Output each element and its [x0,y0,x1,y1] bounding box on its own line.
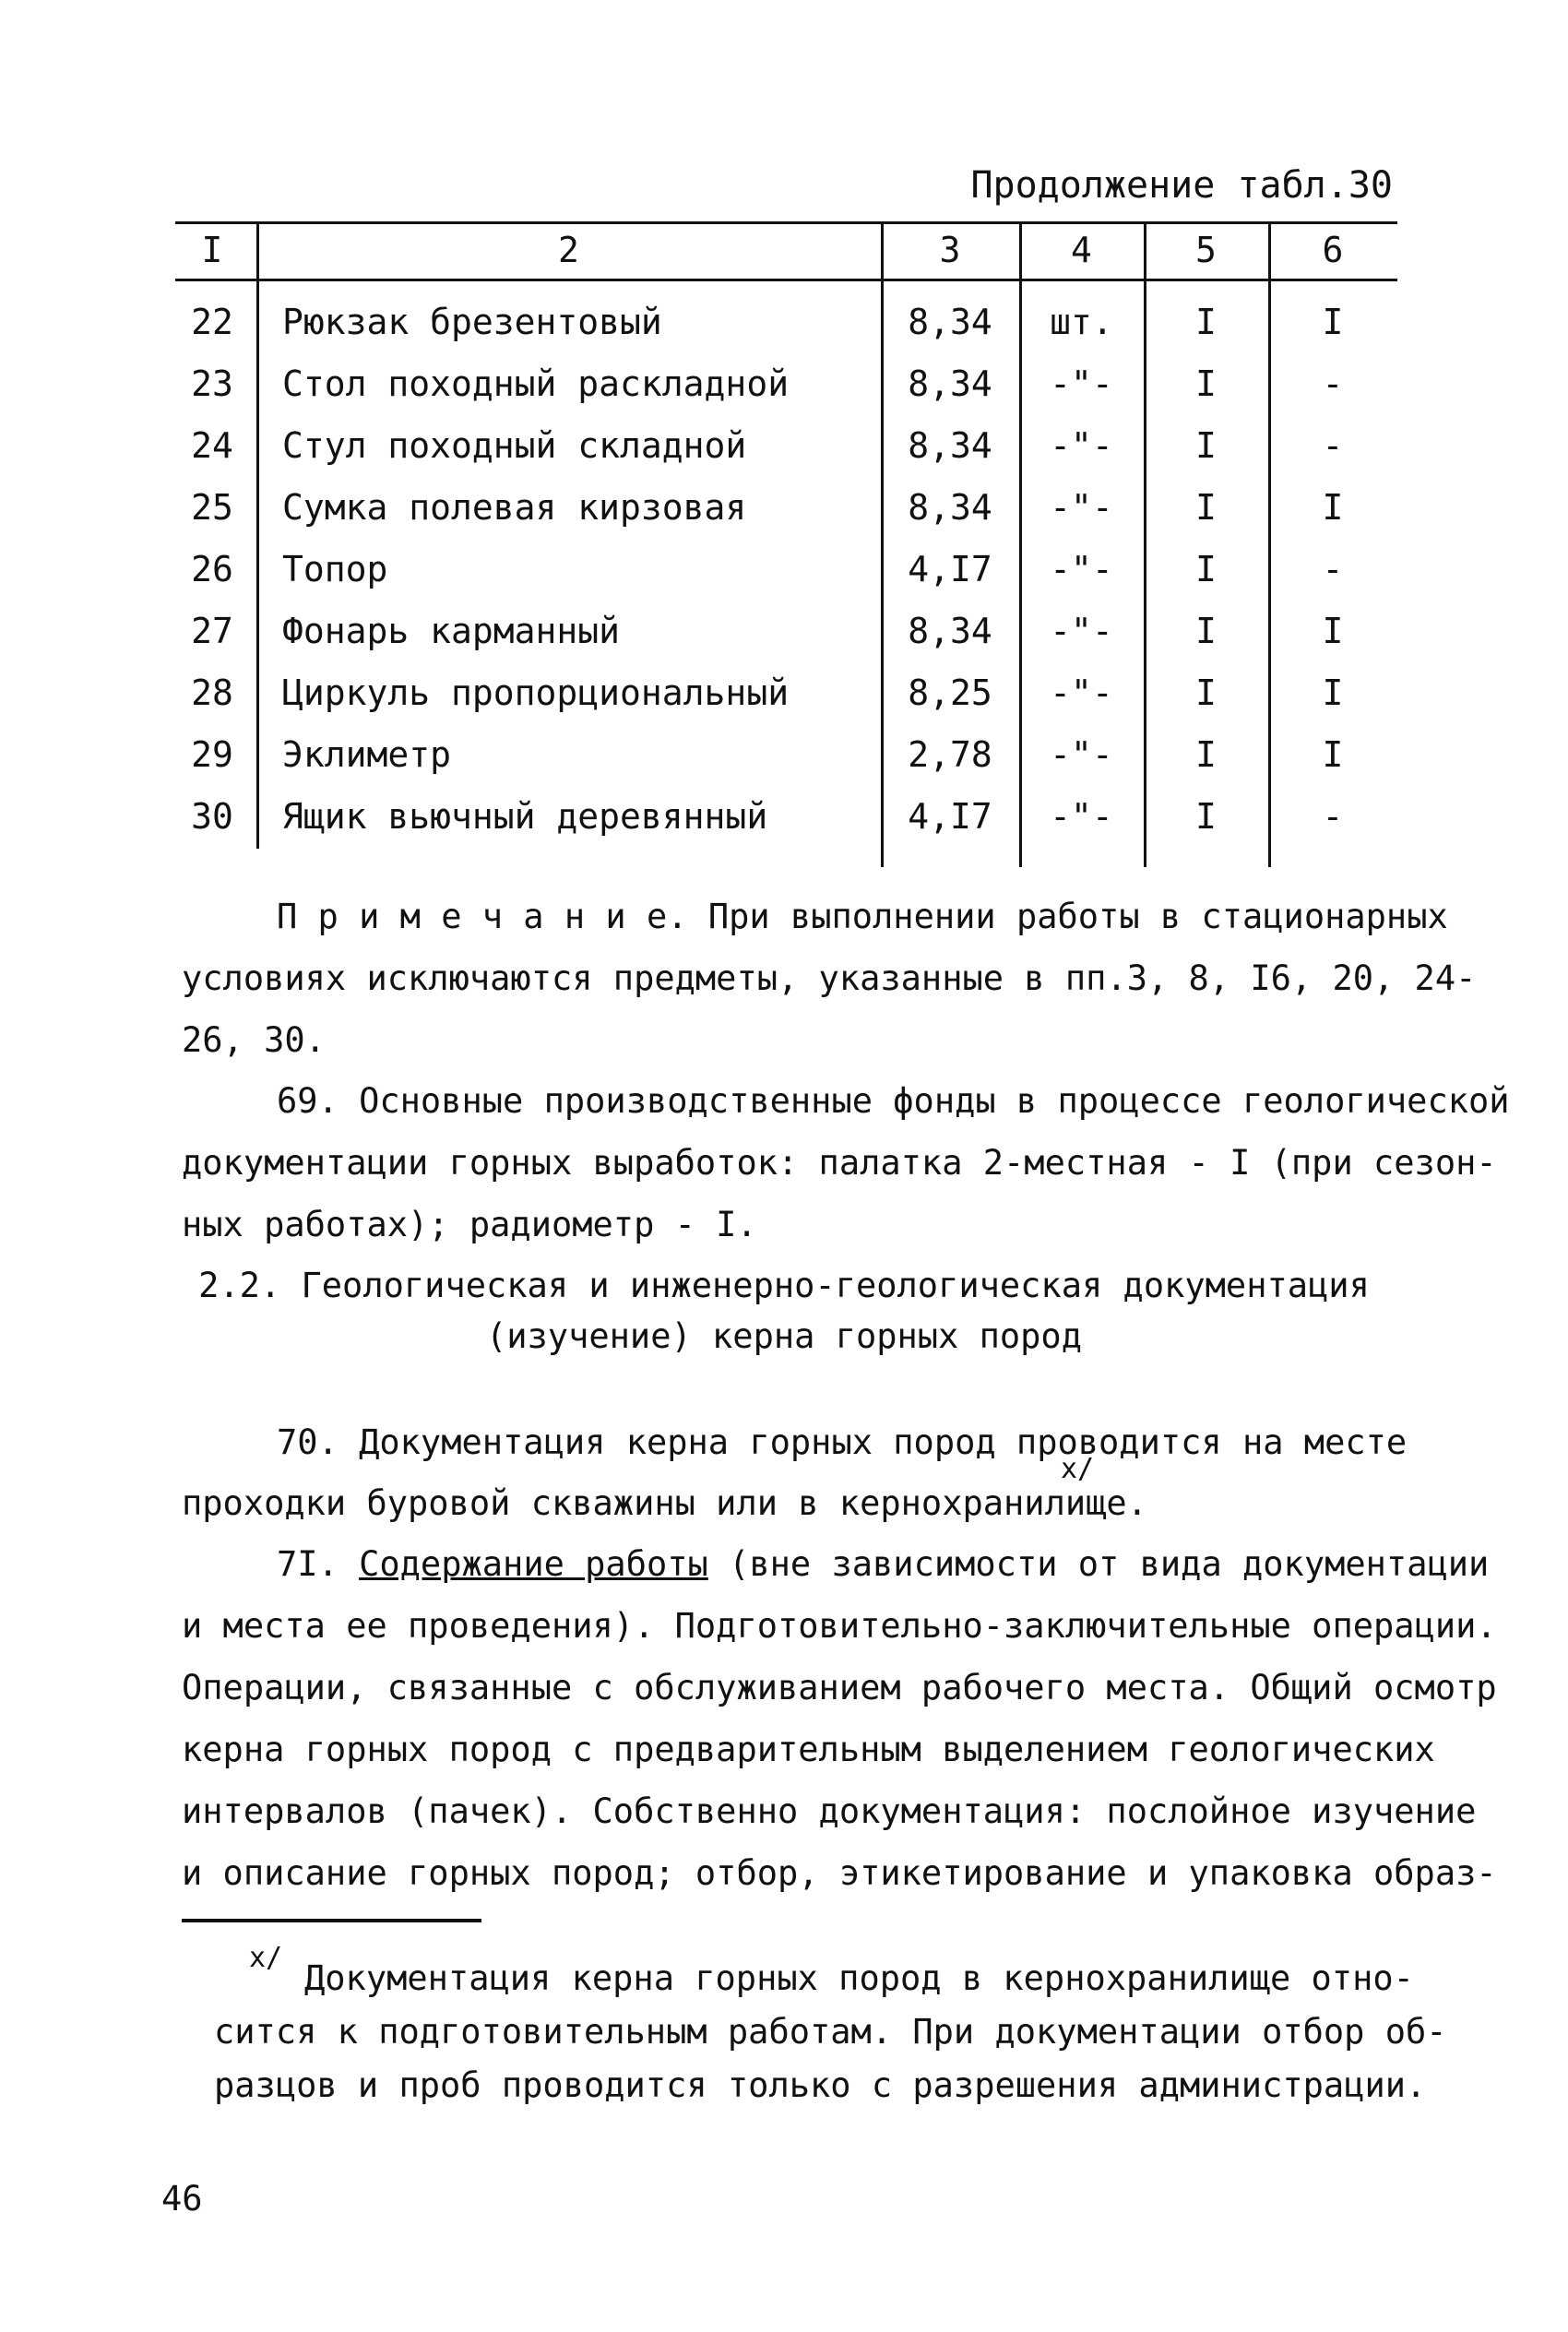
header-col-5: 5 [1195,230,1217,270]
paragraph-69-line-2: документации горных выработок: палатка 2-местная - I (при сезон- [182,1143,1497,1183]
row-qty-2: I [1322,487,1344,528]
header-col-1: I [201,230,223,270]
row-unit: шт. [1050,302,1113,342]
row-qty-2: I [1322,672,1344,713]
row-price: 8,34 [908,425,992,466]
row-unit: -"- [1050,487,1113,528]
row-qty-2: - [1322,796,1344,837]
row-qty-2: - [1322,425,1344,466]
footnote-line-1: Документация керна горных пород в кернохранилище отно- [304,1958,1414,1998]
note-label: П р и м е ч а н и е. [277,897,688,936]
row-unit: -"- [1050,796,1113,837]
row-qty-2: - [1322,549,1344,589]
row-number: 28 [191,672,233,713]
row-item-name: Рюкзак брезентовый [282,302,662,342]
row-price: 4,I7 [908,796,992,837]
paragraph-71-line-3: Операции, связанные с обслуживанием рабочего места. Общий осмотр [182,1668,1497,1707]
row-unit: -"- [1050,549,1113,589]
row-price: 8,34 [908,487,992,528]
row-number: 27 [191,611,233,651]
paragraph-70-line-2: проходки буровой скважины или в кернохранилище. [182,1483,1147,1523]
footnote-line-2: сится к подготовительным работам. При документации отбор об- [214,2012,1447,2052]
paragraph-71-line-6: и описание горных пород; отбор, этикетирование и упаковка образ- [182,1853,1497,1893]
row-qty-2: I [1322,611,1344,651]
header-col-6: 6 [1322,230,1344,270]
row-number: 24 [191,425,233,466]
header-col-3: 3 [939,230,961,270]
table-caption: Продолжение табл.30 [970,164,1393,207]
row-qty-1: I [1195,796,1217,837]
row-price: 4,I7 [908,549,992,589]
row-qty-2: - [1322,363,1344,404]
footnote-reference-mark: x/ [1061,1453,1095,1485]
row-unit: -"- [1050,611,1113,651]
row-qty-2: I [1322,302,1344,342]
row-item-name: Эклиметр [282,734,452,775]
header-col-2: 2 [558,230,579,270]
row-number: 29 [191,734,233,775]
row-number: 25 [191,487,233,528]
footnote-separator [182,1919,481,1922]
row-unit: -"- [1050,734,1113,775]
row-price: 8,34 [908,302,992,342]
row-unit: -"- [1050,363,1113,404]
paragraph-71-line-5: интервалов (пачек). Собственно документация: послойное изучение [182,1791,1477,1831]
section-heading-line-1: 2.2. Геологическая и инженерно-геологическая документация [198,1266,1370,1305]
row-price: 8,34 [908,611,992,651]
row-price: 8,25 [908,672,992,713]
row-item-name: Циркуль пропорциональный [282,672,790,713]
row-item-name: Стул походный складной [282,425,747,466]
note-line-2: условиях исключаются предметы, указанные в пп.3, 8, I6, 20, 24- [182,958,1477,998]
table-col-divider-1 [256,221,259,849]
page-number: 46 [161,2179,203,2219]
row-price: 8,34 [908,363,992,404]
row-item-name: Сумка полевая кирзовая [282,487,747,528]
row-qty-1: I [1195,363,1217,404]
row-unit: -"- [1050,425,1113,466]
row-item-name: Стол походный раскладной [282,363,790,404]
section-heading-line-2: (изучение) керна горных пород [485,1316,1082,1356]
row-unit: -"- [1050,672,1113,713]
note-line-3: 26, 30. [182,1020,326,1060]
row-qty-1: I [1195,734,1217,775]
table-top-rule [175,221,1397,224]
paragraph-71-line-4: керна горных пород с предварительным выделением геологических [182,1730,1435,1769]
row-qty-1: I [1195,672,1217,713]
paragraph-71-line-2: и места ее проведения). Подготовительно-заключительные операции. [182,1606,1497,1646]
table-header-rule [175,279,1397,281]
paragraph-71-line-1: 7I. Содержание работы (вне зависимости от вида документации [277,1544,1490,1584]
row-item-name: Ящик вьючный деревянный [282,796,768,837]
row-number: 23 [191,363,233,404]
footnote-mark: x/ [249,1942,283,1974]
row-price: 2,78 [908,734,992,775]
row-qty-1: I [1195,487,1217,528]
row-number: 26 [191,549,233,589]
underlined-term: Содержание работы [359,1544,708,1584]
row-qty-1: I [1195,611,1217,651]
header-col-4: 4 [1071,230,1092,270]
row-number: 22 [191,302,233,342]
row-qty-1: I [1195,302,1217,342]
row-item-name: Топор [282,549,388,589]
row-number: 30 [191,796,233,837]
footnote-line-3: разцов и проб проводится только с разрешения администрации. [214,2065,1427,2105]
row-qty-1: I [1195,425,1217,466]
note-line-1: П р и м е ч а н и е. При выполнении работы в стационарных [277,897,1448,936]
paragraph-69-line-1: 69. Основные производственные фонды в процессе геологической [277,1081,1510,1121]
paragraph-70-line-1: 70. Документация керна горных пород проводится на месте [277,1422,1408,1462]
paragraph-69-line-3: ных работах); радиометр - I. [182,1205,757,1244]
row-item-name: Фонарь карманный [282,611,621,651]
row-qty-2: I [1322,734,1344,775]
row-qty-1: I [1195,549,1217,589]
